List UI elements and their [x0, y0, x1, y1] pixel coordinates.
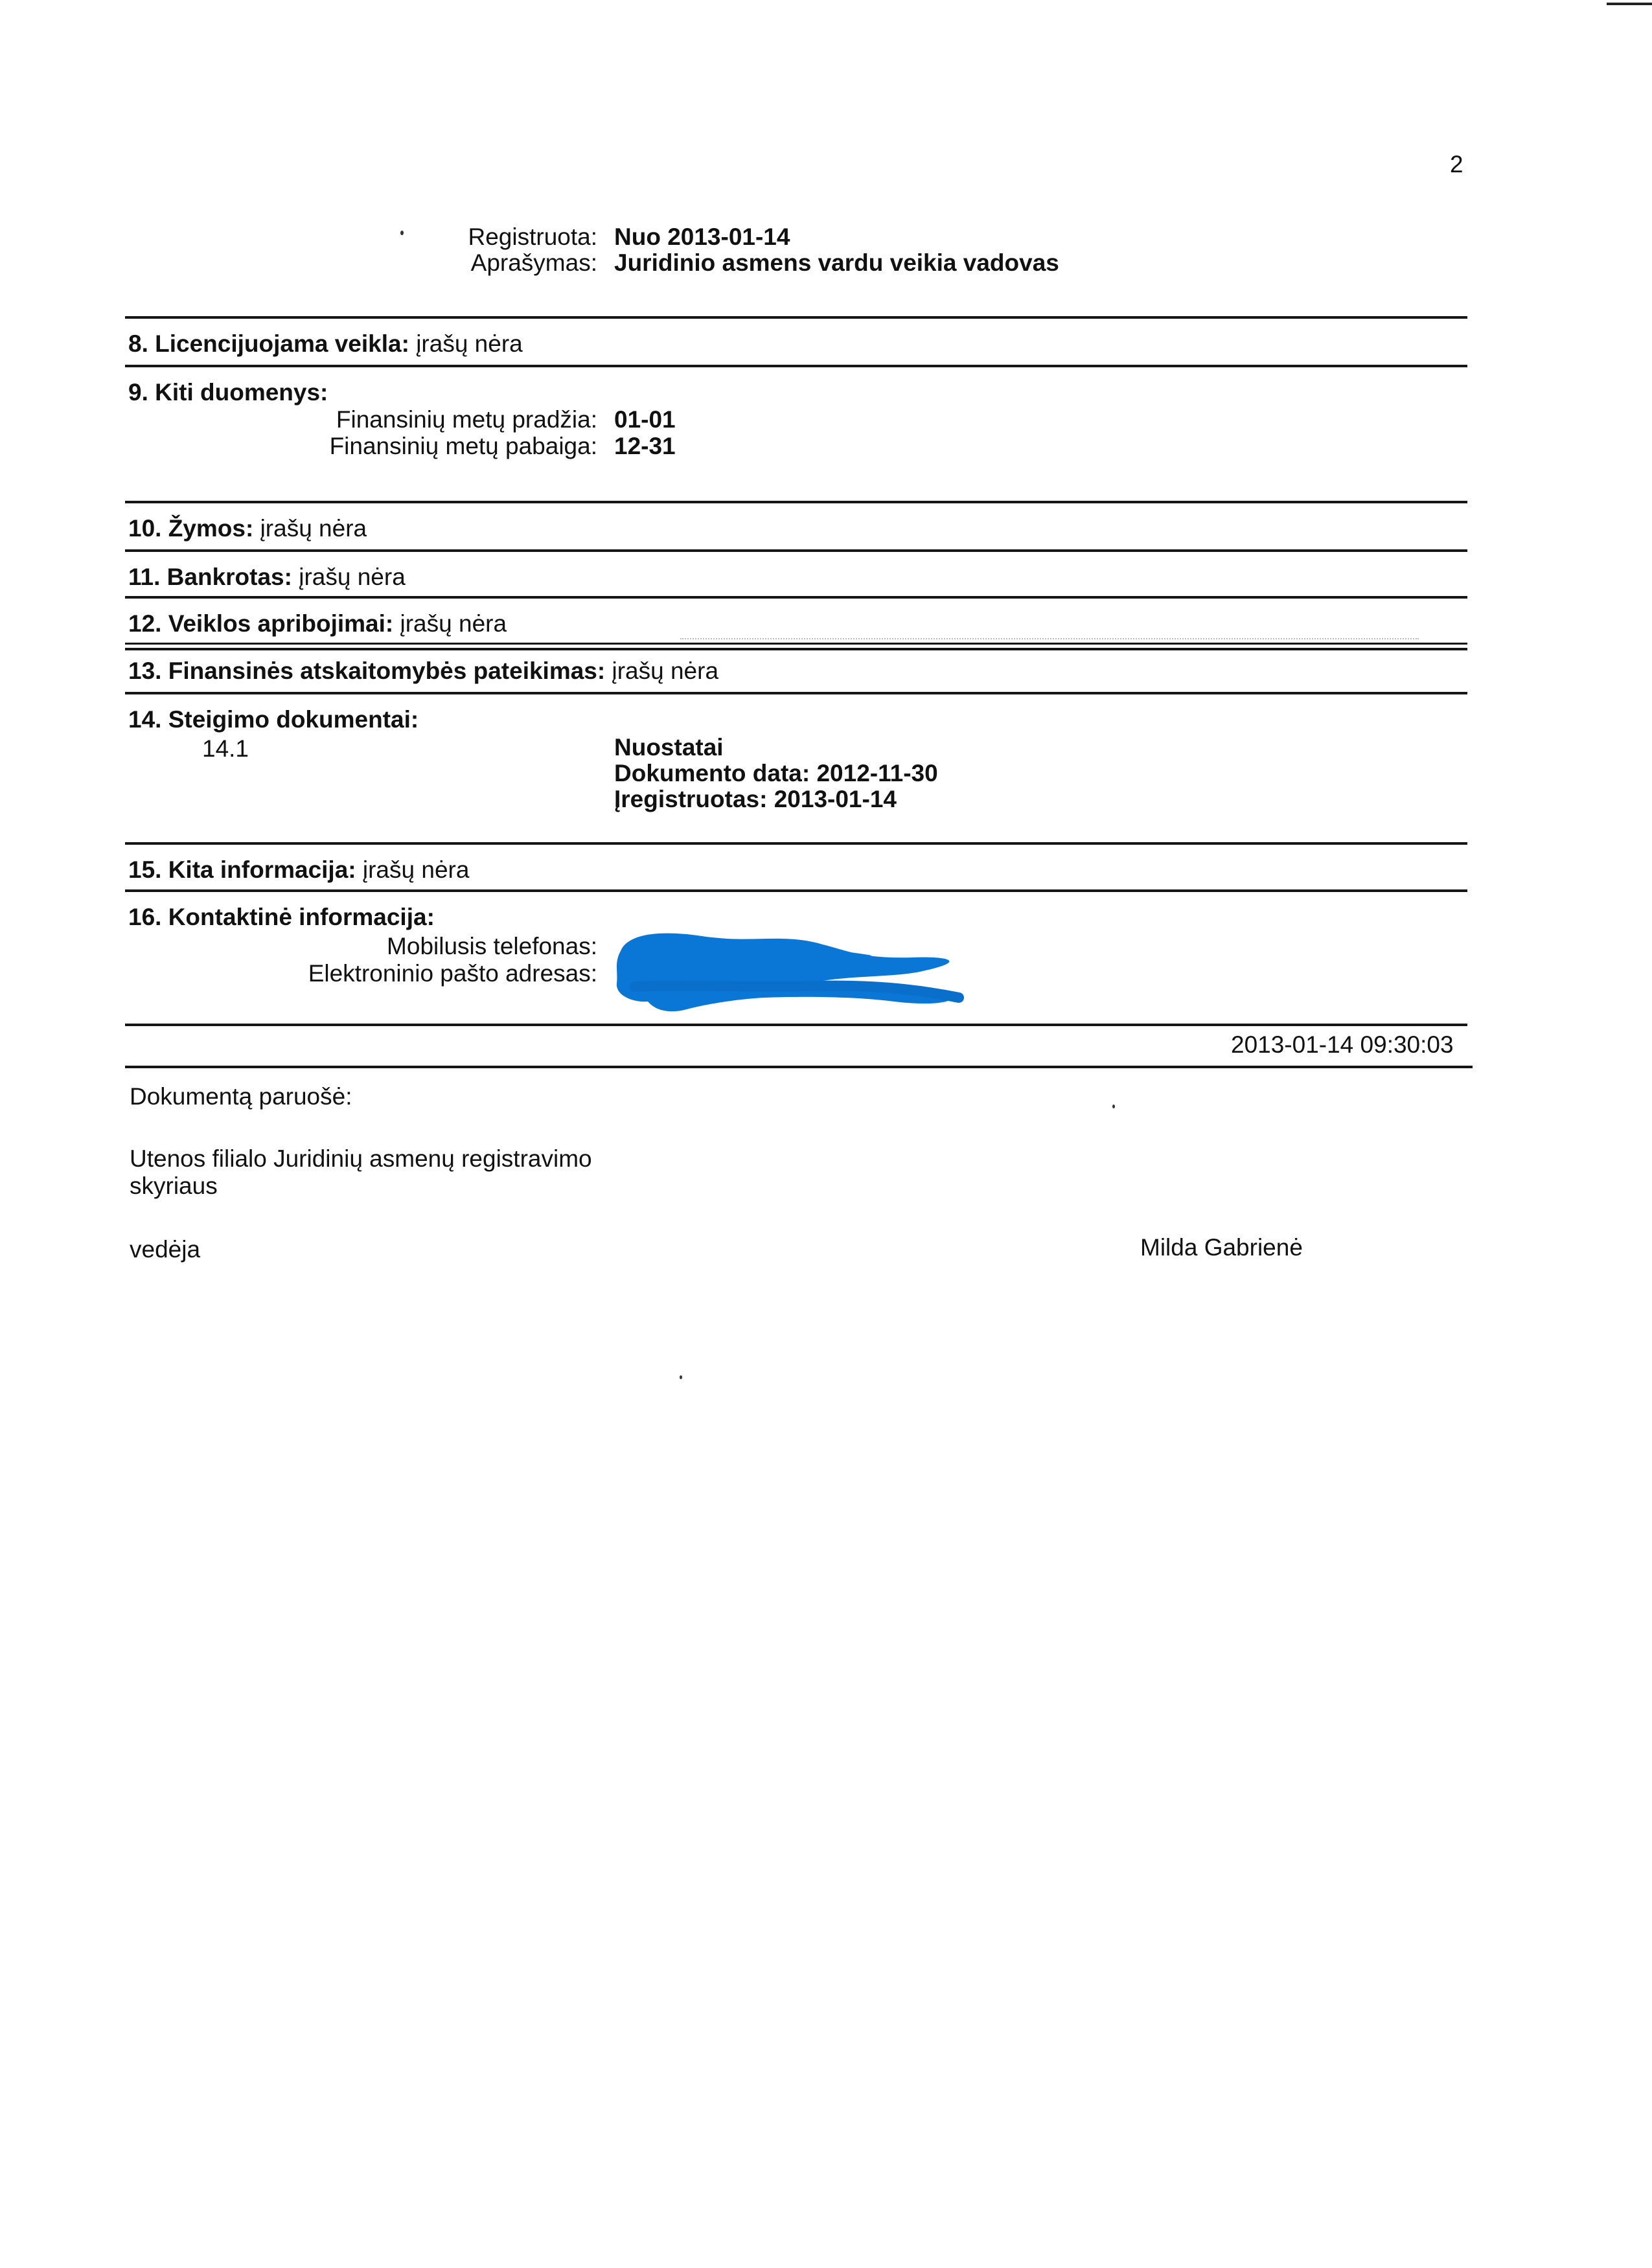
fy-end-value: 12-31: [614, 433, 676, 459]
section-16-title: 16. Kontaktinė informacija:: [128, 904, 435, 930]
signatory-position: vedėja: [130, 1236, 201, 1263]
registered-value: Nuo 2013-01-14: [614, 223, 790, 250]
divider: [125, 648, 1467, 650]
divider: [125, 365, 1467, 367]
divider: [125, 316, 1467, 319]
section-8-value: įrašų nėra: [416, 330, 523, 357]
redaction-scribble: [609, 925, 972, 1017]
document-item-number: 14.1: [202, 735, 249, 762]
organization-line-2: skyriaus: [130, 1173, 218, 1199]
section-12-value: įrašų nėra: [400, 610, 507, 637]
section-15-title: 15. Kita informacija:: [128, 856, 356, 883]
section-8: [128, 330, 523, 358]
section-8-title: 8. Licencijuojama veikla:: [128, 330, 409, 357]
section-12-title: 12. Veiklos apribojimai:: [128, 610, 394, 637]
section-13-title: 13. Finansinės atskaitomybės pateikimas:: [128, 658, 606, 684]
page-number: 2: [1450, 151, 1463, 178]
divider: [125, 643, 1467, 645]
divider: [125, 889, 1467, 892]
fy-start-value: 01-01: [614, 406, 676, 433]
divider: [125, 501, 1467, 503]
description-value: Juridinio asmens vardu veikia vadovas: [614, 249, 1059, 276]
scan-artifact-dots: [680, 638, 1419, 639]
description-label: Aprašymas:: [470, 249, 597, 276]
scan-edge-mark: [1607, 3, 1652, 5]
document-item-name: Nuostatai: [614, 734, 724, 761]
divider: [125, 596, 1467, 599]
fy-start-label: Finansinių metų pradžia:: [336, 406, 597, 433]
document-timestamp: 2013-01-14 09:30:03: [1231, 1031, 1454, 1058]
section-15-value: įrašų nėra: [362, 856, 470, 883]
section-11-value: įrašų nėra: [299, 564, 406, 590]
signatory-name: Milda Gabrienė: [1140, 1234, 1303, 1261]
section-14-title: 14. Steigimo dokumentai:: [128, 706, 419, 733]
prepared-by-label: Dokumentą paruošė:: [130, 1083, 352, 1110]
section-15: [128, 856, 469, 884]
section-13: [128, 658, 718, 685]
divider: [125, 842, 1467, 845]
document-item-date: Dokumento data: 2012-11-30: [614, 760, 938, 786]
section-9-title: 9. Kiti duomenys:: [128, 379, 328, 406]
section-13-value: įrašų nėra: [612, 658, 719, 684]
organization-line-1: Utenos filialo Juridinių asmenų registravimo: [130, 1145, 592, 1172]
divider: [125, 1066, 1473, 1068]
email-address-label: Elektroninio pašto adresas:: [308, 960, 597, 987]
divider: [125, 692, 1467, 694]
document-item-registered: Įregistruotas: 2013-01-14: [614, 786, 897, 812]
divider: [125, 1024, 1467, 1026]
fy-end-label: Finansinių metų pabaiga:: [329, 433, 597, 459]
section-11: [128, 564, 406, 591]
registered-label: Registruota:: [468, 223, 597, 250]
section-10: [128, 515, 367, 542]
scan-speck: [680, 1375, 682, 1379]
mobile-phone-label: Mobilusis telefonas:: [387, 933, 597, 959]
divider: [125, 549, 1467, 552]
scan-speck: [1112, 1105, 1115, 1108]
section-12: [128, 610, 507, 637]
section-10-value: įrašų nėra: [260, 515, 367, 542]
section-11-title: 11. Bankrotas:: [128, 564, 292, 590]
section-10-title: 10. Žymos:: [128, 515, 254, 542]
